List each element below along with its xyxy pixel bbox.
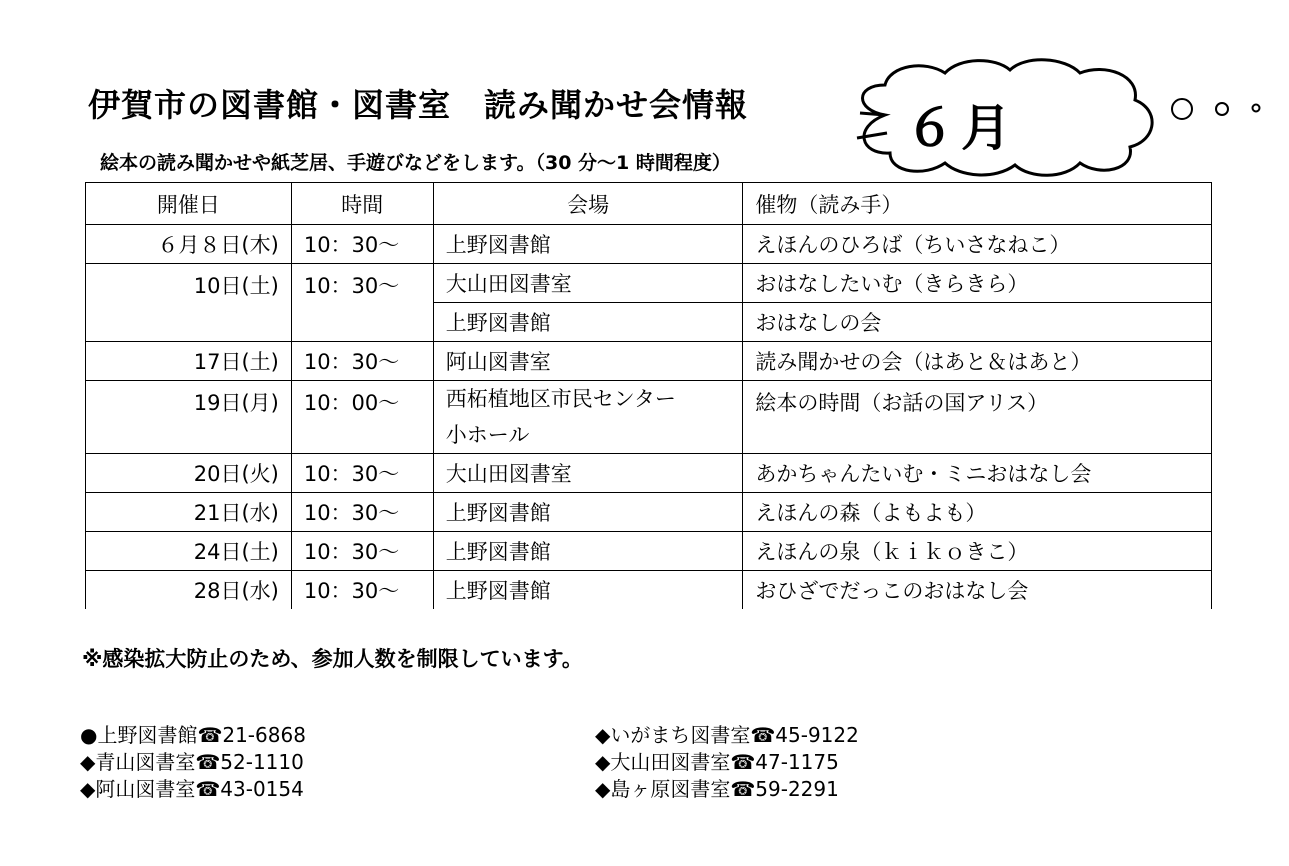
- time-cell: 10：30～: [291, 264, 433, 342]
- table-row: [86, 454, 1212, 493]
- date-cell: 28日(水): [86, 571, 292, 610]
- header-date: 開催日: [86, 183, 292, 225]
- venue-cell: 上野図書館: [433, 303, 743, 342]
- venue-line: 小ホール: [445, 423, 530, 447]
- venue-cell: 上野図書館: [433, 225, 743, 264]
- time-cell: 10：30～: [291, 342, 433, 381]
- venue-cell: 上野図書館: [433, 532, 743, 571]
- date-cell: 20日(火): [86, 454, 292, 493]
- event-cell: 読み聞かせの会（はあと＆はあと）: [743, 342, 1212, 381]
- date-cell: 17日(土): [86, 342, 292, 381]
- event-cell: おひざでだっこのおはなし会: [743, 571, 1212, 610]
- event-cell: おはなしの会: [743, 303, 1212, 342]
- month-label: ６月: [905, 99, 1017, 157]
- contact-ueno: ●上野図書館☎21-6868: [80, 723, 306, 747]
- table-row: [86, 381, 1212, 454]
- time-cell: 10：30～: [291, 532, 433, 571]
- event-cell: えほんのひろば（ちいさなねこ）: [743, 225, 1212, 264]
- table-row: [86, 493, 1212, 532]
- table-row: [86, 342, 1212, 381]
- time-cell: 10：00～: [291, 381, 433, 454]
- venue-cell: 上野図書館: [433, 571, 743, 610]
- contact-shimagahara: ◆島ヶ原図書室☎59-2291: [595, 777, 839, 801]
- date-cell: 19日(月): [86, 381, 292, 454]
- contacts-right: [595, 722, 859, 803]
- time-cell: 10：30～: [291, 571, 433, 610]
- thought-bubbles: [1170, 96, 1270, 126]
- contacts-left: [80, 722, 306, 803]
- event-cell: 絵本の時間（お話の国アリス）: [743, 381, 1212, 454]
- contact-igamachi: ◆いがまち図書室☎45-9122: [595, 723, 859, 747]
- table-row: [86, 264, 1212, 303]
- contact-ayama: ◆阿山図書室☎43-0154: [80, 777, 304, 801]
- contact-oyamada: ◆大山田図書室☎47-1175: [595, 750, 839, 774]
- date-cell: 21日(水): [86, 493, 292, 532]
- venue-cell: [433, 381, 743, 454]
- venue-line: 西柘植地区市民センター: [445, 387, 676, 411]
- time-cell: 10：30～: [291, 225, 433, 264]
- table-row: [86, 571, 1212, 610]
- table-header-row: [86, 183, 1212, 225]
- table-row: [86, 225, 1212, 264]
- header-time: 時間: [291, 183, 433, 225]
- subtitle: 絵本の読み聞かせや紙芝居、手遊びなどをします。（30 分～1 時間程度）: [100, 152, 731, 174]
- venue-cell: 阿山図書室: [433, 342, 743, 381]
- header-venue: 会場: [433, 183, 743, 225]
- event-cell: えほんの森（よもよも）: [743, 493, 1212, 532]
- capacity-notice: ※感染拡大防止のため、参加人数を制限しています。: [82, 647, 583, 671]
- venue-cell: 上野図書館: [433, 493, 743, 532]
- time-cell: 10：30～: [291, 493, 433, 532]
- venue-cell: 大山田図書室: [433, 454, 743, 493]
- date-cell: ６月８日(木): [86, 225, 292, 264]
- event-cell: あかちゃんたいむ・ミニおはなし会: [743, 454, 1212, 493]
- page-title: 伊賀市の図書館・図書室 読み聞かせ会情報: [88, 86, 749, 124]
- header-event: 催物（読み手）: [743, 183, 1212, 225]
- schedule-table: [85, 182, 1212, 609]
- venue-cell: 大山田図書室: [433, 264, 743, 303]
- time-cell: 10：30～: [291, 454, 433, 493]
- date-cell: 10日(土): [86, 264, 292, 342]
- table-row: [86, 532, 1212, 571]
- event-cell: おはなしたいむ（きらきら）: [743, 264, 1212, 303]
- contact-aoyama: ◆青山図書室☎52-1110: [80, 750, 304, 774]
- event-cell: えほんの泉（ｋｉｋｏきこ）: [743, 532, 1212, 571]
- date-cell: 24日(土): [86, 532, 292, 571]
